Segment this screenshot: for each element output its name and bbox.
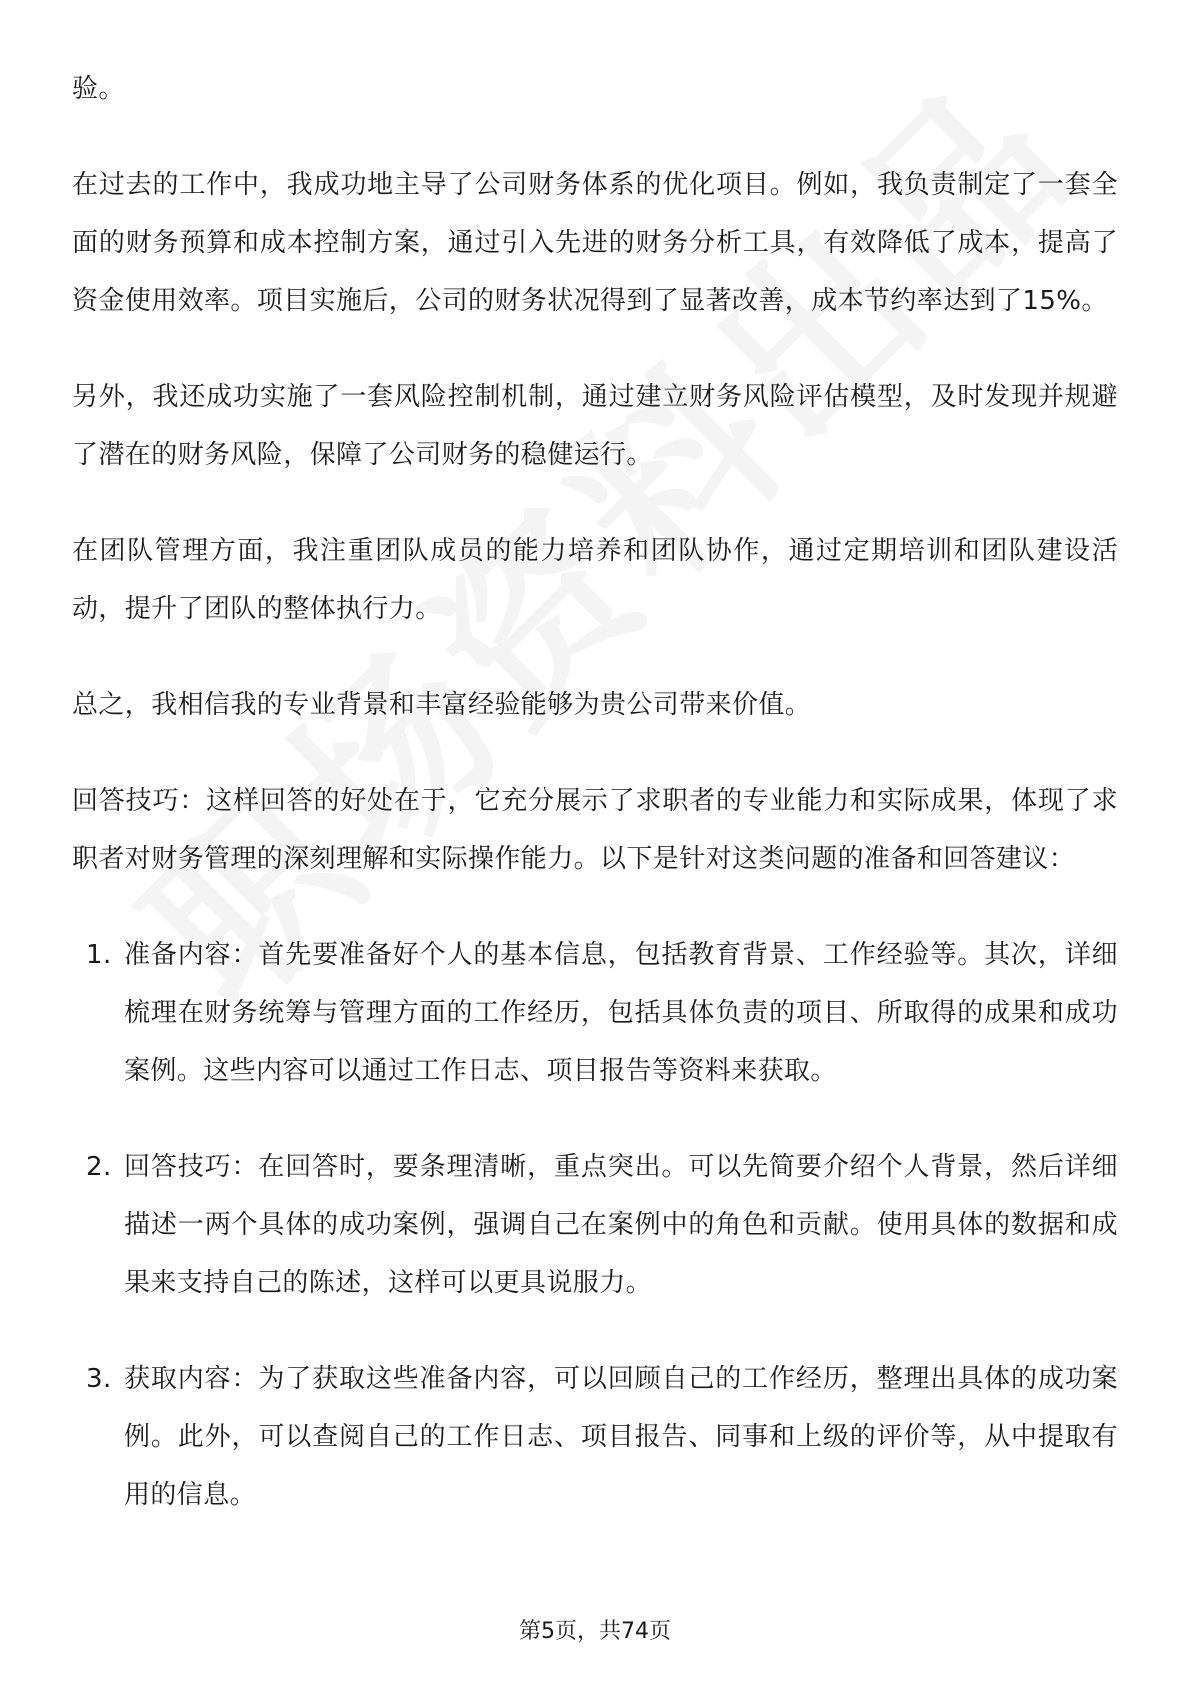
- list-item-number: 2.: [86, 1152, 112, 1182]
- paragraph: 在过去的工作中，我成功地主导了公司财务体系的优化项目。例如，我负责制定了一套全面的财务预算和成本控制方案，通过引入先进的财务分析工具，有效降低了成本，提高了资金使用效率。项目实施后，公司的财务状况得到了显著改善，成本节约率达到了15%。: [72, 170, 1118, 316]
- list-item: [72, 926, 1118, 1100]
- advice-list: [72, 926, 1118, 1524]
- paragraph: 总之，我相信我的专业背景和丰富经验能够为贵公司带来价值。: [72, 690, 812, 720]
- list-item: [72, 1138, 1118, 1312]
- document-body: [72, 60, 1118, 1524]
- list-item-text: 回答技巧：在回答时，要条理清晰，重点突出。可以先简要介绍个人背景，然后详细描述一两个具体的成功案例，强调自己在案例中的角色和贡献。使用具体的数据和成果来支持自己的陈述，这样可以更具说服力。: [124, 1152, 1118, 1298]
- list-item-number: 1.: [86, 940, 112, 970]
- paragraph: 回答技巧：这样回答的好处在于，它充分展示了求职者的专业能力和实际成果，体现了求职者对财务管理的深刻理解和实际操作能力。以下是针对这类问题的准备和回答建议：: [72, 786, 1118, 874]
- paragraph: 另外，我还成功实施了一套风险控制机制，通过建立财务风险评估模型，及时发现并规避了潜在的财务风险，保障了公司财务的稳健运行。: [72, 382, 1118, 470]
- list-item-text: 获取内容：为了获取这些准备内容，可以回顾自己的工作经历，整理出具体的成功案例。此外，可以查阅自己的工作日志、项目报告、同事和上级的评价等，从中提取有用的信息。: [124, 1364, 1118, 1510]
- page-number: 第5页，共74页: [519, 1619, 671, 1644]
- paragraph: 在团队管理方面，我注重团队成员的能力培养和团队协作，通过定期培训和团队建设活动，提升了团队的整体执行力。: [72, 536, 1118, 624]
- list-item: [72, 1350, 1118, 1524]
- list-item-text: 准备内容：首先要准备好个人的基本信息，包括教育背景、工作经验等。其次，详细梳理在财务统筹与管理方面的工作经历，包括具体负责的项目、所取得的成果和成功案例。这些内容可以通过工作日志、项目报告等资料来获取。: [124, 940, 1118, 1086]
- paragraph: 验。: [72, 74, 125, 104]
- list-item-number: 3.: [86, 1364, 112, 1394]
